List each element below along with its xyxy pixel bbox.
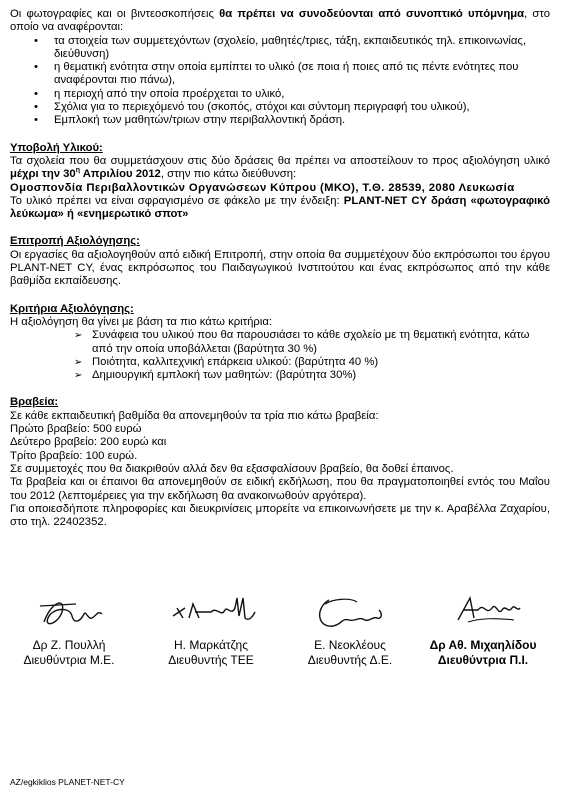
intro-bullet-list xyxy=(10,35,550,128)
signatory-role: Διευθυντής Δ.Ε. xyxy=(307,653,393,667)
submission-heading: Υποβολή Υλικού: xyxy=(10,141,103,154)
intro-emphasis: θα πρέπει να συνοδεύονται από συνοπτικό υπόμνημα xyxy=(219,8,525,20)
handwritten-signature xyxy=(428,592,538,638)
list-item: • Σχόλια για το περιεχόμενό του (σκοπός, στόχοι και σύντομη περιγραφή του υλικού), xyxy=(10,101,550,114)
deadline-day: μέχρι την 30 xyxy=(10,168,76,181)
envelope-paragraph xyxy=(10,195,550,222)
signature-block xyxy=(285,592,415,668)
signature-block xyxy=(4,592,134,668)
awards-line: Πρώτο βραβείο: 500 ευρώ xyxy=(10,423,142,436)
signatory-role: Διευθύντρια Π.Ι. xyxy=(437,653,529,667)
signatory-name: Ε. Νεοκλέους xyxy=(314,638,386,652)
intro-paragraph xyxy=(10,8,550,35)
footer-reference: AZ/egkiklios PLANET-NET-CY xyxy=(10,777,125,787)
committee-heading: Επιτροπή Αξιολόγησης: xyxy=(10,235,140,248)
intro-text: Οι φωτογραφίες και οι βιντεοσκοπήσεις xyxy=(10,8,220,20)
awards-contact: Για οποιεσδήποτε πληροφορίες και διευκρινίσεις μπορείτε να επικοινωνήσετε με την κ. Αραβέλλα Ζαχαρίου, στο τηλ. 22402352. xyxy=(10,502,550,529)
submission-text: Τα σχολεία που θα συμμετάσχουν στις δύο δράσεις θα πρέπει να αποστείλουν το προς αξιολόγηση υλικό xyxy=(10,154,550,167)
submission-address: Ομοσπονδία Περιβαλλοντικών Οργανώσεων Κύπρου (ΜΚΟ), Τ.Θ. 28539, 2080 Λευκωσία xyxy=(10,181,515,194)
list-item: • τα στοιχεία των συμμετεχόντων (σχολείο, μαθητές/τριες, τάξη, εκπαιδευτικός τηλ. επικοινωνίας, διεύθυνση) xyxy=(10,35,550,62)
document-body xyxy=(10,8,550,529)
awards-line: Τρίτο βραβείο: 100 ευρώ. xyxy=(10,449,138,462)
envelope-text: Το υλικό πρέπει να είναι σφραγισμένο σε φάκελο με την ένδειξη: xyxy=(10,194,344,207)
committee-paragraph: Οι εργασίες θα αξιολογηθούν από ειδική Επιτροπή, στην οποία θα συμμετέχουν δύο εκπρόσωποι του έργου PLANT-NET CY, ένας εκπρόσωπος του Παιδαγωγικού Ινστιτούτου και ένας εκπρόσωπος από την κάθε βαθμίδα εκπαίδευσης. xyxy=(10,248,550,288)
list-item: • η περιοχή από την οποία προέρχεται το υλικό, xyxy=(10,88,550,101)
signatory-name: Η. Μαρκάτζης xyxy=(174,638,248,652)
envelope-label: PLANT-NET CY δράση «φωτογραφικό λεύκωμα» ή «ενημερωτικό σποτ» xyxy=(10,194,551,221)
list-item: • Εμπλοκή των μαθητών/τριων στην περιβαλλοντική δράση. xyxy=(10,114,550,127)
signature-block xyxy=(146,592,276,668)
signature-block xyxy=(418,592,548,668)
signatory-name: Δρ Ζ. Πουλλή xyxy=(32,638,106,652)
signatures-block xyxy=(10,592,550,682)
signatory-role: Διευθύντρια Μ.Ε. xyxy=(23,653,115,667)
handwritten-signature xyxy=(295,592,405,638)
criteria-intro: Η αξιολόγηση θα γίνει με βάση τα πιο κάτω κριτήρια: xyxy=(10,315,273,328)
deadline-month: Απριλίου 2012 xyxy=(80,168,161,181)
list-item: ➢ Συνάφεια του υλικού που θα παρουσιάσει το κάθε σχολείο με τη θεματική ενότητα, κάτω από την οποία υποβάλλεται (βαρύτητα 30 %) xyxy=(10,329,550,356)
handwritten-signature xyxy=(14,592,124,638)
signatory-name: Δρ Αθ. Μιχαηλίδου xyxy=(429,638,537,652)
awards-line: Δεύτερο βραβείο: 200 ευρώ και xyxy=(10,436,167,449)
submission-paragraph xyxy=(10,155,550,182)
list-item: • η θεματική ενότητα στην οποία εμπίπτει το υλικό (σε ποια ή ποιες από τις πέντε ενότητες που αναφέρονται πιο πάνω), xyxy=(10,61,550,88)
deadline-superscript: η xyxy=(75,167,80,175)
list-item: ➢ Ποιότητα, καλλιτεχνική επάρκεια υλικού: (βαρύτητα 40 %) xyxy=(10,356,550,369)
criteria-heading: Κριτήρια Αξιολόγησης: xyxy=(10,302,134,315)
awards-line: Σε κάθε εκπαιδευτική βαθμίδα θα απονεμηθούν τα τρία πιο κάτω βραβεία: xyxy=(10,409,379,422)
awards-line: Σε συμμετοχές που θα διακριθούν αλλά δεν θα εξασφαλίσουν βραβείο, θα δοθεί έπαινος. xyxy=(10,462,454,475)
handwritten-signature xyxy=(151,592,271,638)
criteria-list xyxy=(10,329,550,382)
submission-text-end: , στην πιο κάτω διεύθυνση: xyxy=(160,168,297,181)
intro-text-end: , στο οποίο να αναφέρονται: xyxy=(10,8,550,34)
awards-heading: Βραβεία: xyxy=(10,396,59,409)
list-item: ➢ Δημιουργική εμπλοκή των μαθητών: (βαρύτητα 30%) xyxy=(10,369,550,382)
awards-ceremony: Τα βραβεία και οι έπαινοι θα απονεμηθούν σε ειδική εκδήλωση, που θα πραγματοποιηθεί εντός του Μαΐου του 2012 (λεπτομέρειες για την εκδήλωση θα ανακοινωθούν αργότερα). xyxy=(10,476,550,502)
signatory-role: Διευθυντής ΤΕΕ xyxy=(168,653,254,667)
